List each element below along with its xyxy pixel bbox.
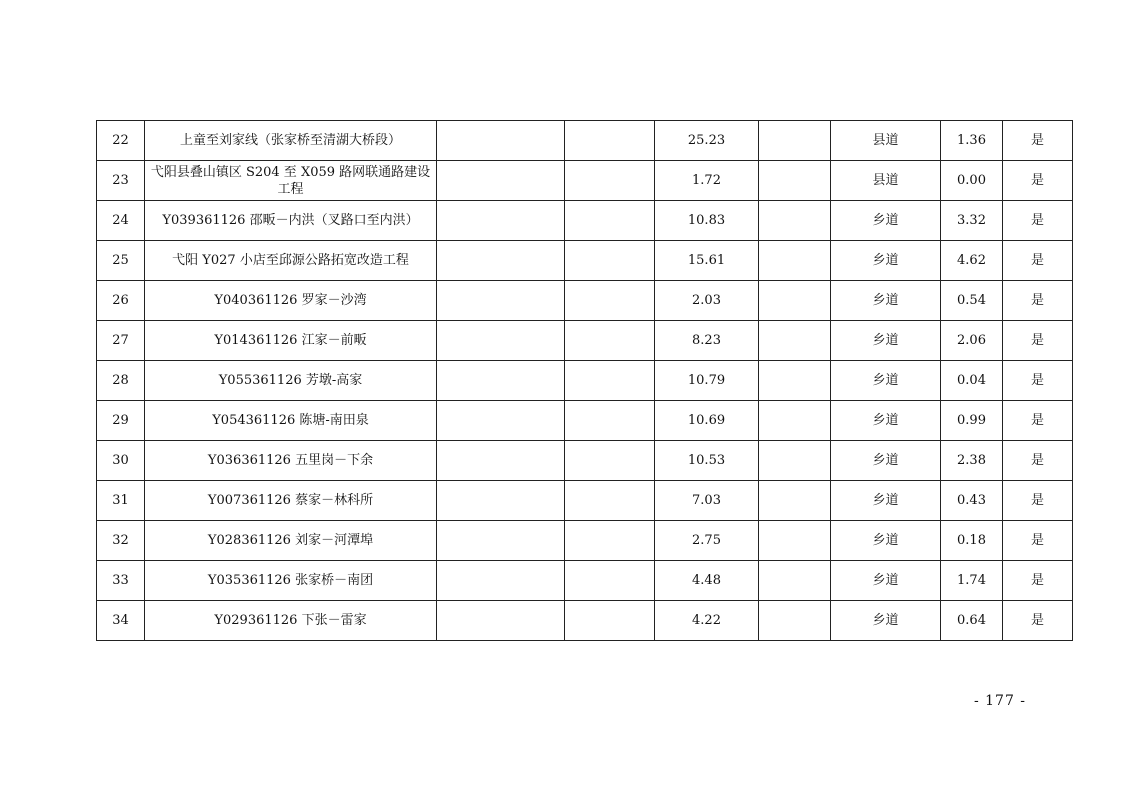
row-number-cell: 27 [97, 321, 145, 361]
table-row [97, 121, 1073, 161]
blank-cell-6 [759, 561, 831, 601]
project-name-cell: Y028361126 刘家－河潭埠 [145, 521, 437, 561]
road-grade-cell: 乡道 [831, 561, 941, 601]
road-grade-cell: 乡道 [831, 521, 941, 561]
blank-cell-3 [437, 401, 565, 441]
row-number-cell: 34 [97, 601, 145, 641]
value-cell: 0.18 [941, 521, 1003, 561]
length-cell: 8.23 [655, 321, 759, 361]
blank-cell-6 [759, 401, 831, 441]
flag-cell: 是 [1003, 401, 1073, 441]
blank-cell-6 [759, 121, 831, 161]
blank-cell-4 [565, 601, 655, 641]
project-name-cell: Y007361126 蔡家－林科所 [145, 481, 437, 521]
table-row [97, 321, 1073, 361]
blank-cell-3 [437, 201, 565, 241]
row-number-cell: 28 [97, 361, 145, 401]
flag-cell: 是 [1003, 441, 1073, 481]
value-cell: 4.62 [941, 241, 1003, 281]
length-cell: 10.83 [655, 201, 759, 241]
flag-cell: 是 [1003, 241, 1073, 281]
table-row [97, 601, 1073, 641]
project-name-cell: Y055361126 芳墩-高家 [145, 361, 437, 401]
flag-cell: 是 [1003, 481, 1073, 521]
flag-cell: 是 [1003, 121, 1073, 161]
length-cell: 2.75 [655, 521, 759, 561]
table-row [97, 281, 1073, 321]
blank-cell-6 [759, 321, 831, 361]
road-grade-cell: 县道 [831, 161, 941, 201]
blank-cell-6 [759, 201, 831, 241]
project-name-cell: Y036361126 五里岗－下余 [145, 441, 437, 481]
blank-cell-6 [759, 481, 831, 521]
row-number-cell: 24 [97, 201, 145, 241]
value-cell: 0.00 [941, 161, 1003, 201]
flag-cell: 是 [1003, 601, 1073, 641]
blank-cell-4 [565, 121, 655, 161]
value-cell: 1.74 [941, 561, 1003, 601]
blank-cell-4 [565, 321, 655, 361]
blank-cell-4 [565, 441, 655, 481]
flag-cell: 是 [1003, 561, 1073, 601]
blank-cell-3 [437, 121, 565, 161]
length-cell: 1.72 [655, 161, 759, 201]
blank-cell-4 [565, 241, 655, 281]
blank-cell-6 [759, 441, 831, 481]
blank-cell-4 [565, 201, 655, 241]
road-grade-cell: 乡道 [831, 441, 941, 481]
table-row [97, 481, 1073, 521]
road-grade-cell: 乡道 [831, 281, 941, 321]
road-grade-cell: 乡道 [831, 201, 941, 241]
table-row [97, 441, 1073, 481]
project-name-cell: Y029361126 下张－雷家 [145, 601, 437, 641]
road-grade-cell: 乡道 [831, 481, 941, 521]
road-grade-cell: 乡道 [831, 321, 941, 361]
project-name-cell: 弋阳 Y027 小店至邱源公路拓宽改造工程 [145, 241, 437, 281]
blank-cell-6 [759, 601, 831, 641]
project-name-cell: Y035361126 张家桥－南团 [145, 561, 437, 601]
row-number-cell: 30 [97, 441, 145, 481]
flag-cell: 是 [1003, 161, 1073, 201]
value-cell: 0.54 [941, 281, 1003, 321]
blank-cell-6 [759, 241, 831, 281]
table-row [97, 561, 1073, 601]
road-grade-cell: 县道 [831, 121, 941, 161]
blank-cell-4 [565, 521, 655, 561]
project-name-cell: Y040361126 罗家－沙湾 [145, 281, 437, 321]
length-cell: 10.69 [655, 401, 759, 441]
blank-cell-3 [437, 361, 565, 401]
road-grade-cell: 乡道 [831, 601, 941, 641]
flag-cell: 是 [1003, 321, 1073, 361]
row-number-cell: 22 [97, 121, 145, 161]
blank-cell-3 [437, 161, 565, 201]
value-cell: 0.04 [941, 361, 1003, 401]
value-cell: 2.38 [941, 441, 1003, 481]
row-number-cell: 31 [97, 481, 145, 521]
flag-cell: 是 [1003, 361, 1073, 401]
value-cell: 0.99 [941, 401, 1003, 441]
road-grade-cell: 乡道 [831, 241, 941, 281]
blank-cell-6 [759, 161, 831, 201]
blank-cell-3 [437, 321, 565, 361]
road-grade-cell: 乡道 [831, 361, 941, 401]
length-cell: 4.22 [655, 601, 759, 641]
project-name-cell: Y039361126 邵畈－内洪（叉路口至内洪） [145, 201, 437, 241]
value-cell: 0.43 [941, 481, 1003, 521]
row-number-cell: 33 [97, 561, 145, 601]
blank-cell-3 [437, 561, 565, 601]
value-cell: 1.36 [941, 121, 1003, 161]
blank-cell-6 [759, 281, 831, 321]
road-project-table [96, 120, 1073, 641]
length-cell: 4.48 [655, 561, 759, 601]
blank-cell-3 [437, 241, 565, 281]
row-number-cell: 32 [97, 521, 145, 561]
table-row [97, 241, 1073, 281]
length-cell: 10.79 [655, 361, 759, 401]
flag-cell: 是 [1003, 201, 1073, 241]
blank-cell-3 [437, 481, 565, 521]
row-number-cell: 25 [97, 241, 145, 281]
project-name-cell: Y054361126 陈塘-南田泉 [145, 401, 437, 441]
value-cell: 2.06 [941, 321, 1003, 361]
table-row [97, 401, 1073, 441]
row-number-cell: 29 [97, 401, 145, 441]
blank-cell-4 [565, 401, 655, 441]
length-cell: 25.23 [655, 121, 759, 161]
table-body [97, 121, 1073, 641]
flag-cell: 是 [1003, 281, 1073, 321]
blank-cell-3 [437, 281, 565, 321]
table-row [97, 161, 1073, 201]
blank-cell-3 [437, 521, 565, 561]
value-cell: 3.32 [941, 201, 1003, 241]
flag-cell: 是 [1003, 521, 1073, 561]
project-name-cell: 弋阳县叠山镇区 S204 至 X059 路网联通路建设工程 [145, 161, 437, 201]
blank-cell-3 [437, 441, 565, 481]
table-row [97, 201, 1073, 241]
value-cell: 0.64 [941, 601, 1003, 641]
blank-cell-6 [759, 521, 831, 561]
road-grade-cell: 乡道 [831, 401, 941, 441]
blank-cell-4 [565, 481, 655, 521]
blank-cell-4 [565, 561, 655, 601]
length-cell: 7.03 [655, 481, 759, 521]
length-cell: 15.61 [655, 241, 759, 281]
project-name-cell: Y014361126 江家－前畈 [145, 321, 437, 361]
row-number-cell: 23 [97, 161, 145, 201]
blank-cell-4 [565, 281, 655, 321]
table-row [97, 521, 1073, 561]
page-number: - 177 - [973, 693, 1027, 709]
project-name-cell: 上童至刘家线（张家桥至清湖大桥段） [145, 121, 437, 161]
blank-cell-6 [759, 361, 831, 401]
length-cell: 10.53 [655, 441, 759, 481]
table-row [97, 361, 1073, 401]
blank-cell-3 [437, 601, 565, 641]
length-cell: 2.03 [655, 281, 759, 321]
blank-cell-4 [565, 161, 655, 201]
blank-cell-4 [565, 361, 655, 401]
row-number-cell: 26 [97, 281, 145, 321]
